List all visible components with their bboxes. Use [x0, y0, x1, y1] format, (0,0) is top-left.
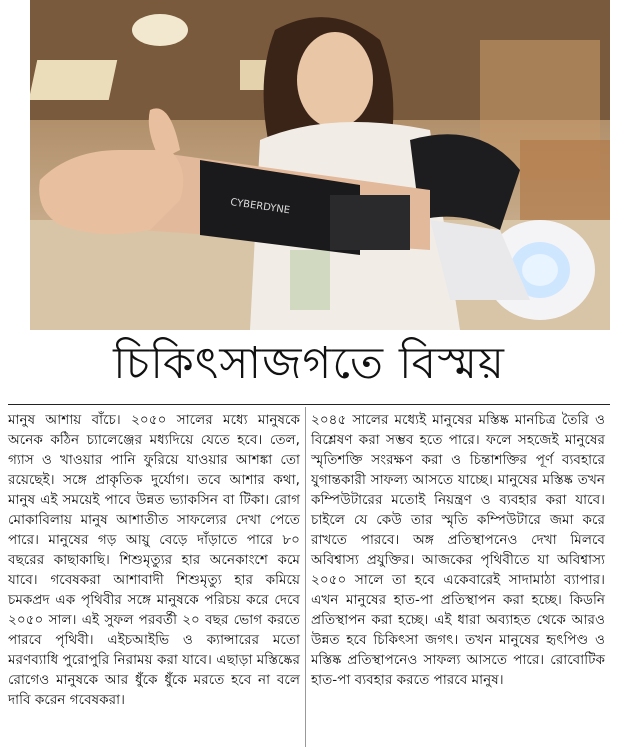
article-left-column: মানুষ আশায় বাঁচে। ২০৫০ সালের মধ্যে মানুষকে অনেক কঠিন চ্যালেঞ্জের মধ্যদিয়ে যেতে হবে। তেল, গ্যাস ও খাওয়ার পানি ফুরিয়ে যাওয়ার আশঙ্কা তো রয়েছেই। সঙ্গে প্রাকৃতিক দুর্যোগ। তবে আশার কথা, মানুষ এই সময়েই পাবে উন্নত ভ্যাকসিন বা টিকা। রোগ মোকাবিলায় মানুষ আশাতীত সাফল্যের দেখা পেতে পারে। মানুষের গড় আয়ু বেড়ে দাঁড়াতে পারে ৮০ বছরের কাছাকাছি। শিশুমৃত্যুর হার অনেকাংশে কমে যাবে। গবেষকরা আশাবাদী শিশুমৃত্যু হার কমিয়ে চমকপ্রদ এক পৃথিবীর সঙ্গে মানুষকে পরিচয় করে দেবে ২০৫০ সাল। এই সুফল পরবর্তী ২০ বছর ভোগ করতে পারবে পৃথিবী। এইচআইভি ও ক্যান্সারের মতো মরণব্যাধি পুরোপুরি নিরাময় করা যাবে। এছাড়া মস্তিষ্কের রোগেও মানুষকে আর ধুঁকে ধুঁকে মরতে হবে না বলে দাবি করেন গবেষকরা।: [8, 412, 300, 708]
headline-rule: [8, 404, 610, 405]
photo-brand-text: CYBERDYNE: [229, 197, 291, 217]
column-divider: [305, 407, 306, 747]
article-photo: [30, 0, 610, 330]
article-headline: চিকিৎসাজগতে বিস্ময়: [113, 338, 505, 389]
article-right-column: ২০৪৫ সালের মধ্যেই মানুষের মস্তিষ্ক মানচিত্র তৈরি ও বিশ্লেষণ করা সম্ভব হতে পারে। ফলে সহজেই মানুষের স্মৃতিশক্তি সংরক্ষণ করা ও চিন্তাশক্তির পূর্ণ ব্যবহারে যুগান্তকারী সাফল্য আসতে যাচ্ছে। মানুষের মস্তিষ্ক তখন কম্পিউটারের মতোই নিয়ন্ত্রণ ও ব্যবহার করা যাবে। চাইলে যে কেউ তার স্মৃতি কম্পিউটারে জমা করে রাখতে পারবে। অঙ্গ প্রতিস্থাপনেও দেখা মিলবে অবিশ্বাস্য প্রযুক্তির। আজকের পৃথিবীতে যা অবিশ্বাস্য ২০৫০ সালে তা হবে একেবারেই সাদামাঠা ব্যাপার। এখন মানুষের হাত-পা প্রতিস্থাপন করা হচ্ছে। কিডনি প্রতিস্থাপন করা হচ্ছে। এই ধারা অব্যাহত থেকে আরও উন্নত হবে চিকিৎসা জগৎ। তখন মানুষের হৃৎপিণ্ড ও মস্তিষ্ক প্রতিস্থাপনেও সাফল্য আসতে পারে। রোবোটিক হাত-পা ব্যবহার করতে পারবে মানুষ।: [311, 412, 605, 688]
cyberdyne-robotic-arm-photo-icon: [30, 0, 610, 330]
